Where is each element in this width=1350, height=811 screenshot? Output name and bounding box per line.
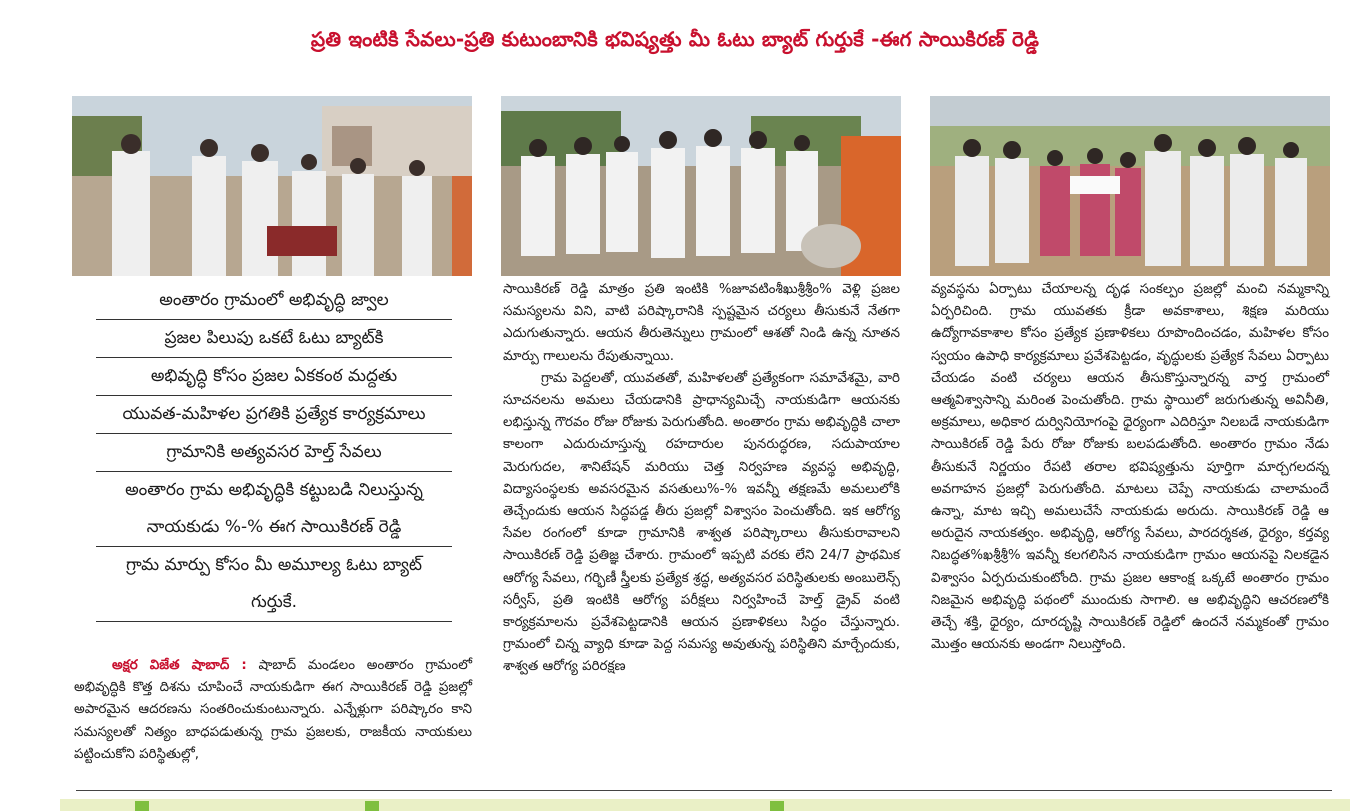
column-3-body bbox=[931, 279, 1329, 656]
subheading: నాయకుడు %-% ఈగ సాయికిరణ్ రెడ్డి bbox=[96, 509, 452, 547]
bottom-band bbox=[60, 799, 1350, 811]
headline: ప్రతి ఇంటికి సేవలు-ప్రతి కుటుంబానికి భవిష్యత్తు మీ ఓటు బ్యాట్ గుర్తుకే -ఈగ సాయికిరణ్ రెడ్డి bbox=[310, 27, 1040, 51]
subheading: అంతారం గ్రామంలో అభివృద్ధి జ్వాల bbox=[96, 282, 452, 320]
column-1-body bbox=[74, 655, 472, 766]
subheading: గ్రామానికి అత్యవసర హెల్త్ సేవలు bbox=[96, 434, 452, 472]
column-2-para-1: సాయికిరణ్ రెడ్డి మాత్రం ప్రతి ఇంటికి %జూవటింశీఖుశ్రీశ్రీం% వెళ్లి ప్రజల సమస్యలను విని, వాటి పరిష్కారానికి స్పష్టమైన చర్యలు తీసుకునే నేతగా ఎదుగుతున్నారు. ఆయన తీరుతెన్నులు గ్రామంలో ఆశతో నిండి ఉన్న నూతన మార్పు గాలులను రేపుతున్నాయి. bbox=[503, 282, 900, 364]
subheading: అభివృద్ధి కోసం ప్రజల ఏకకంఠ మద్దతు bbox=[96, 358, 452, 396]
column-2-para-2: గ్రామ పెద్దలతో, యువతతో, మహిళలతో ప్రత్యేకంగా సమావేశమై, వారి సూచనలను అమలు చేయడానికి ప్రాధాన్యమిచ్చే నాయకుడిగా ఆయనకు లభిస్తున్న గౌరవం రోజు రోజుకు పెరుగుతోంది. అంతారం గ్రామ అభివృద్ధికి చాలా కాలంగా ఎదురుచూస్తున్న రహదారుల పునరుద్ధరణ, సదుపాయాల మెరుగుదల, శానిటేషన్ మరియు చెత్త నిర్వహణ వ్యవస్థ అభివృద్ధి, విద్యాసంస్థలకు అవసరమైన వసతులు%-% ఇవన్నీ తక్షణమే అమలులోకి తెచ్చేందుకు ఆయన సిద్ధపడ్డ తీరు ప్రజల్లో విశ్వాసం పెంచుతోంది. ఇక ఆరోగ్య సేవల రంగంలో కూడా గ్రామానికి శాశ్వత పరిష్కారాలు తీసుకురావాలని సాయికిరణ్ రెడ్డి ప్రతిజ్ఞ చేశారు. గ్రామంలో ఇప్పటి వరకు లేని 24/7 ప్రాథమిక ఆరోగ్య సేవలు, గర్భిణీ స్త్రీలకు ప్రత్యేక శ్రద్ధ, అత్యవసర పరిస్థితులకు అంబులెన్స్ సర్వీస్, ప్రతి ఇంటికి ఆరోగ్య పరీక్షలు నిర్వహించే హెల్త్ డ్రైవ్ వంటి కార్యక్రమాలను ప్రవేశపెట్టడానికి ఆయన ప్రణాళికలు సిద్ధం చేస్తున్నారు. గ్రామంలో చిన్న వ్యాధి కూడా పెద్ద సమస్య అవుతున్న పరిస్థితిని మార్చేందుకు, శాశ్వత ఆరోగ్య పరిరక్షణ bbox=[503, 370, 900, 675]
subheading: ప్రజల పిలుపు ఒకటే ఓటు బ్యాట్‌కి bbox=[96, 320, 452, 358]
photo-1 bbox=[72, 96, 472, 276]
band-mark bbox=[365, 801, 379, 811]
photo-3 bbox=[930, 96, 1330, 276]
column-1-text: షాబాద్ మండలం అంతారం గ్రామంలో అభివృద్ధికి కొత్త దిశను చూపించే నాయకుడిగా ఈగ సాయికిరణ్ రెడ్డి ప్రజల్లో అపారమైన ఆదరణను సంతరించుకుంటున్నారు. ఎన్నేళ్లుగా పరిష్కారం కాని సమస్యలతో నిత్యం బాధపడుతున్న గ్రామ ప్రజలకు, రాజకీయ నాయకులు పట్టించుకోని పరిస్థితుల్లో, bbox=[74, 658, 472, 762]
subheading: యువత-మహిళల ప్రగతికి ప్రత్యేక కార్యక్రమాలు bbox=[96, 396, 452, 434]
band-mark bbox=[770, 801, 784, 811]
subheading: గ్రామ మార్పు కోసం మీ అమూల్య ఓటు బ్యాట్ bbox=[125, 555, 423, 575]
column-3-text: వ్యవస్థను ఏర్పాటు చేయాలన్న దృఢ సంకల్పం ప్రజల్లో మంచి నమ్మకాన్ని ఏర్పరిచింది. గ్రామ యువతకు క్రీడా అవకాశాలు, శిక్షణ మరియు ఉద్యోగావకాశాల కోసం ప్రత్యేక ప్రణాళికలు రూపొందించడం, మహిళల కోసం స్వయం ఉపాధి కార్యక్రమాలు ప్రవేశపెట్టడం, వృద్ధులకు ప్రత్యేక సేవలు ఏర్పాటు చేయడం వంటి చర్యలు ఆయన తీసుకొస్తున్నారన్న వార్త గ్రామంలో ఆత్మవిశ్వాసాన్ని మరింత పెంచుతోంది. గ్రామ స్థాయిలో జరుగుతున్న అవినీతి, అక్రమాలు, అధికార దుర్వినియోగంపై ధైర్యంగా ఎదిరిస్తూ నిలబడే నాయకుడిగా సాయికిరణ్ రెడ్డి పేరు రోజు రోజుకు బలపడుతోంది. అంతారం గ్రామం నేడు తీసుకునే నిర్ణయం రేపటి తరాల భవిష్యత్తును పూర్తిగా మార్చగలదన్న అవగాహన ప్రజల్లో పెరుగుతోంది. మాటలు చెప్పే నాయకుడు చాలామందే ఉన్నా, మాట ఇచ్చి అమలుచేసే నాయకుడు అరుదు. సాయికిరణ్ రెడ్డి ఆ అరుదైన నాయకత్వం. అభివృద్ధి, ఆరోగ్య సేవలు, పారదర్శకత, ధైర్యం, కర్తవ్య నిబద్ధత%ఖశ్రీశ్రీ% ఇవన్నీ కలగలిసిన నాయకుడిగా గ్రామం ఆయనపై నిలకడైన విశ్వాసం ఏర్పరుచుకుంటోంది. గ్రామ ప్రజల ఆకాంక్ష ఒక్కటే అంతారం గ్రామం నిజమైన అభివృద్ధి పథంలో ముందుకు సాగాలి. ఆ అభివృద్ధిని ఆచరణలోకి తెచ్చే శక్తి, ధైర్యం, దూరదృష్టి సాయికిరణ్ రెడ్డిలో ఉందనే నమ్మకంతో గ్రామం మొత్తం ఆయనకు అండగా నిలుస్తోంది. bbox=[931, 282, 1329, 653]
photo-2 bbox=[501, 96, 901, 276]
bottom-rule bbox=[76, 790, 1332, 791]
column-2-body bbox=[503, 279, 900, 679]
subheadings-block bbox=[76, 282, 472, 622]
band-mark bbox=[135, 801, 149, 811]
subheading: అంతారం గ్రామ అభివృద్ధికి కట్టుబడి నిలుస్తున్న bbox=[125, 480, 423, 500]
subheading: గుర్తుకే. bbox=[96, 584, 452, 622]
dateline: అక్షర విజేత షాబాద్ : bbox=[112, 658, 247, 673]
